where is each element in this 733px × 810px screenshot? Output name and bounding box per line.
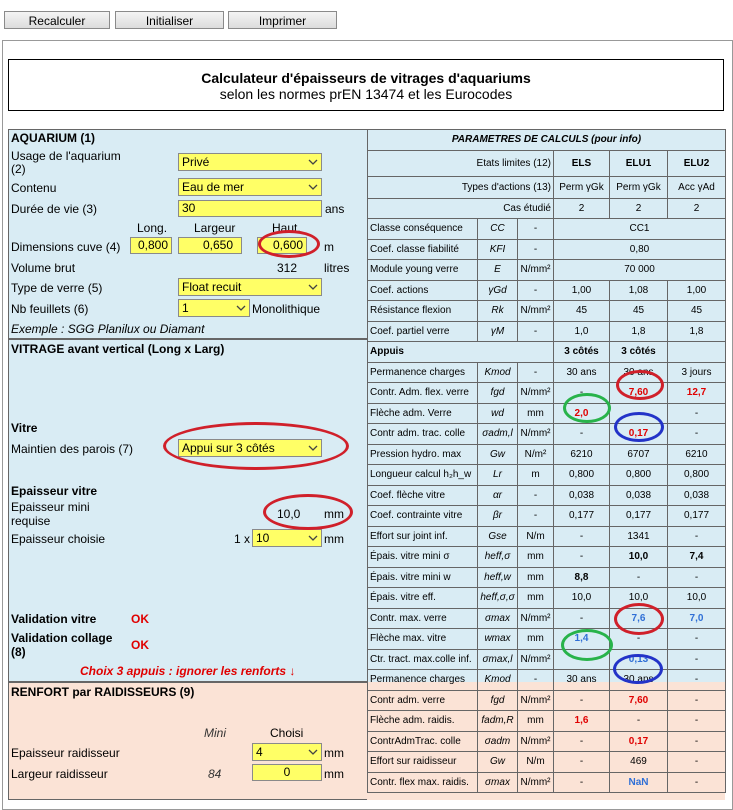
table-cell: -	[668, 670, 726, 691]
duree-label: Durée de vie (3)	[11, 202, 98, 216]
table-cell: ELS	[554, 150, 610, 176]
valid-collage-label-2: (8)	[11, 645, 26, 659]
table-row	[368, 198, 726, 219]
dim-long-input[interactable]: 0,800	[130, 237, 172, 254]
table-row	[368, 260, 726, 281]
table-cell: -	[518, 362, 554, 383]
table-cell	[668, 342, 726, 363]
table-cell: -	[554, 547, 610, 568]
table-cell: 7,4	[668, 547, 726, 568]
feuillets-label: Nb feuillets (6)	[11, 302, 89, 316]
col-larg: Largeur	[194, 221, 236, 235]
chevron-down-icon	[307, 181, 319, 193]
table-cell: 70 000	[554, 260, 726, 281]
table-cell: -	[668, 424, 726, 445]
contenu-value: Eau de mer	[182, 180, 245, 194]
table-cell: -	[554, 772, 610, 793]
table-cell: Effort sur raidisseur	[368, 752, 478, 773]
contenu-select[interactable]	[178, 178, 322, 196]
contenu-label: Contenu	[11, 181, 57, 195]
table-cell: N/mm²	[518, 608, 554, 629]
table-cell: σadm	[478, 731, 518, 752]
table-cell: Gw	[478, 444, 518, 465]
table-cell: heff,σ	[478, 547, 518, 568]
highlight-fleche-max-oval	[561, 629, 613, 661]
table-cell: 0,177	[554, 506, 610, 527]
table-cell: 6707	[610, 444, 668, 465]
highlight-height-oval	[258, 230, 320, 258]
table-cell: -	[554, 383, 610, 404]
table-cell: 10,0	[610, 547, 668, 568]
table-cell: 3 jours	[668, 362, 726, 383]
table-cell: 45	[668, 301, 726, 322]
dim-label: Dimensions cuve (4)	[11, 240, 121, 254]
col-haut: Haut.	[272, 221, 301, 235]
table-cell: heff,w	[478, 567, 518, 588]
table-cell: 1,0	[554, 321, 610, 342]
table-cell: Coef. actions	[368, 280, 478, 301]
table-cell: -	[668, 711, 726, 732]
ep-choisie-select[interactable]	[252, 529, 322, 547]
table-cell: N/mm²	[518, 260, 554, 281]
table-cell: Coef. contrainte vitre	[368, 506, 478, 527]
ep-choisie-mult: 1 x	[234, 532, 251, 546]
table-cell: 3 côtés	[610, 342, 668, 363]
highlight-maintien-oval	[163, 422, 349, 470]
col-choisi: Choisi	[270, 726, 304, 740]
usage-select[interactable]	[178, 153, 322, 171]
table-cell: Gw	[478, 752, 518, 773]
table-cell: σmax	[478, 772, 518, 793]
table-cell: 1,6	[554, 711, 610, 732]
larg-raid-unit: mm	[324, 767, 344, 781]
table-cell: Flèche adm. raidis.	[368, 711, 478, 732]
table-cell: Coef. flèche vitre	[368, 485, 478, 506]
params-table	[367, 129, 726, 793]
feuillets-text: Monolithique	[252, 302, 321, 316]
table-cell: -	[668, 649, 726, 670]
table-row	[368, 383, 726, 404]
renfort-section	[8, 682, 368, 800]
table-cell: Etats limites (12)	[368, 150, 554, 176]
table-row	[368, 485, 726, 506]
table-cell: -	[554, 526, 610, 547]
table-cell: -	[668, 772, 726, 793]
table-cell: Longueur calcul h₂h_w	[368, 465, 478, 486]
table-row	[368, 239, 726, 260]
ep-header: Epaisseur vitre	[11, 484, 98, 498]
table-cell: E	[478, 260, 518, 281]
dim-larg-input[interactable]: 0,650	[178, 237, 242, 254]
table-cell: ELU1	[610, 150, 668, 176]
table-cell: N/m	[518, 526, 554, 547]
volume-label: Volume brut	[11, 261, 76, 275]
table-cell: -	[518, 239, 554, 260]
table-cell: Coef. classe fiabilité	[368, 239, 478, 260]
dim-unit: m	[324, 240, 334, 254]
table-cell: N/mm²	[518, 649, 554, 670]
table-cell: 469	[610, 752, 668, 773]
chevron-down-icon	[307, 532, 319, 544]
highlight-fleche-adm-oval	[563, 393, 611, 423]
larg-raid-mini: 84	[208, 767, 222, 781]
table-cell: 30 ans	[610, 670, 668, 691]
table-cell: Classe conséquence	[368, 219, 478, 240]
table-cell: 10,0	[668, 588, 726, 609]
table-cell: 7,6	[610, 608, 668, 629]
table-cell: Contr adm. trac. colle	[368, 424, 478, 445]
feuillets-select[interactable]	[178, 299, 250, 317]
table-cell: heff,σ,σ	[478, 588, 518, 609]
col-long: Long.	[137, 221, 168, 235]
ep-raid-select[interactable]	[252, 743, 322, 761]
table-cell: Épais. vitre mini σ	[368, 547, 478, 568]
table-cell: Épais. vitre mini w	[368, 567, 478, 588]
table-cell: Acc γAd	[668, 176, 726, 198]
duree-input[interactable]: 30	[178, 200, 322, 217]
valid-vitre-label: Validation vitre	[11, 612, 97, 626]
table-cell: Flèche max. vitre	[368, 629, 478, 650]
table-cell: Rk	[478, 301, 518, 322]
table-cell: mm	[518, 567, 554, 588]
table-row	[368, 219, 726, 240]
table-cell: Types d'actions (13)	[368, 176, 554, 198]
table-cell: -	[668, 526, 726, 547]
table-cell: N/mm²	[518, 731, 554, 752]
table-cell: 30 ans	[554, 670, 610, 691]
table-cell: -	[668, 403, 726, 424]
table-cell: 2	[554, 198, 610, 219]
dim-haut-input[interactable]: 0,600	[257, 237, 307, 254]
table-cell: KFI	[478, 239, 518, 260]
table-cell: 0,177	[668, 506, 726, 527]
table-cell: CC1	[554, 219, 726, 240]
table-row	[368, 130, 726, 151]
table-cell: -	[518, 280, 554, 301]
usage-value: Privé	[182, 155, 210, 169]
table-cell: Appuis	[368, 342, 554, 363]
table-cell: 1,8	[610, 321, 668, 342]
table-cell: σmax,l	[478, 649, 518, 670]
verre-select[interactable]	[178, 278, 322, 296]
vitrage-header: VITRAGE avant vertical (Long x Larg)	[11, 342, 225, 356]
ep-mini-unit: mm	[324, 507, 344, 521]
col-mini: Mini	[204, 726, 227, 740]
table-cell: 1,8	[668, 321, 726, 342]
table-cell: -	[610, 711, 668, 732]
table-cell: N/mm²	[518, 424, 554, 445]
table-row	[368, 731, 726, 752]
table-cell: 0,17	[610, 731, 668, 752]
table-cell: Épais. vitre eff.	[368, 588, 478, 609]
table-cell: N/mm²	[518, 301, 554, 322]
table-cell: N/m	[518, 752, 554, 773]
table-cell: -	[668, 567, 726, 588]
volume-unit: litres	[324, 261, 350, 275]
valid-vitre-value: OK	[131, 612, 149, 626]
table-cell: NaN	[610, 772, 668, 793]
table-cell: Coef. partiel verre	[368, 321, 478, 342]
highlight-colle-adm-oval	[614, 412, 664, 442]
ep-choisie-value: 10	[256, 531, 270, 545]
table-row	[368, 567, 726, 588]
table-cell: Permanence charges	[368, 362, 478, 383]
table-cell: Ctr. tract. max.colle inf.	[368, 649, 478, 670]
table-cell: 45	[610, 301, 668, 322]
valid-collage-value: OK	[131, 638, 149, 652]
table-cell: mm	[518, 403, 554, 424]
page-subtitle: selon les normes prEN 13474 et les Eurocodes	[219, 86, 513, 102]
table-row	[368, 465, 726, 486]
table-cell: Cas étudié	[368, 198, 554, 219]
table-cell: 0,800	[668, 465, 726, 486]
table-cell: 7,60	[610, 383, 668, 404]
table-cell: Lr	[478, 465, 518, 486]
initialize-button[interactable]: Initialiser	[115, 11, 224, 29]
recalculate-button[interactable]: Recalculer	[4, 11, 110, 29]
duree-unit: ans	[325, 202, 345, 216]
renfort-header: RENFORT par RAIDISSEURS (9)	[11, 685, 195, 699]
table-cell: -	[518, 321, 554, 342]
table-cell: αr	[478, 485, 518, 506]
table-cell: Contr. max. verre	[368, 608, 478, 629]
table-cell: -	[518, 485, 554, 506]
table-row	[368, 506, 726, 527]
table-cell: -	[554, 649, 610, 670]
table-cell: N/mm²	[518, 772, 554, 793]
table-cell: 7,60	[610, 690, 668, 711]
table-cell: -	[554, 608, 610, 629]
table-cell: 10,0	[610, 588, 668, 609]
ep-raid-unit: mm	[324, 746, 344, 760]
print-button[interactable]: Imprimer	[228, 11, 337, 29]
table-row	[368, 176, 726, 198]
table-cell: βr	[478, 506, 518, 527]
table-cell: 0,038	[554, 485, 610, 506]
table-cell: σadm,l	[478, 424, 518, 445]
table-cell: wmax	[478, 629, 518, 650]
table-cell: 30 ans	[610, 362, 668, 383]
table-row	[368, 752, 726, 773]
ep-choisie-label: Epaisseur choisie	[11, 532, 106, 546]
table-cell: 0,800	[554, 465, 610, 486]
maintien-label: Maintien des parois (7)	[11, 442, 134, 456]
aquarium-header: AQUARIUM (1)	[11, 131, 95, 145]
larg-raid-label: Largeur raidisseur	[11, 767, 108, 781]
table-cell: Contr. flex max. raidis.	[368, 772, 478, 793]
highlight-colle-max-oval	[613, 654, 663, 684]
chevron-down-icon	[307, 281, 319, 293]
table-cell: Contr adm. verre	[368, 690, 478, 711]
ep-mini-value: 10,0	[277, 507, 301, 521]
table-cell: Perm γGk	[554, 176, 610, 198]
verre-value: Float recuit	[182, 280, 242, 294]
table-cell: 1,08	[610, 280, 668, 301]
table-cell: N/m²	[518, 444, 554, 465]
table-row	[368, 342, 726, 363]
table-cell: 2	[668, 198, 726, 219]
table-cell: -	[554, 731, 610, 752]
table-cell: 1341	[610, 526, 668, 547]
larg-raid-input[interactable]: 0	[252, 764, 322, 781]
table-cell: 8,8	[554, 567, 610, 588]
table-row	[368, 690, 726, 711]
table-cell: Perm γGk	[610, 176, 668, 198]
table-cell: -	[668, 731, 726, 752]
table-row	[368, 150, 726, 176]
table-cell: -	[610, 403, 668, 424]
table-cell: 1,00	[554, 280, 610, 301]
table-cell: 45	[554, 301, 610, 322]
table-row	[368, 772, 726, 793]
table-cell: 6210	[668, 444, 726, 465]
table-cell: -	[610, 567, 668, 588]
table-cell: 1,00	[668, 280, 726, 301]
table-cell: CC	[478, 219, 518, 240]
table-row	[368, 588, 726, 609]
table-cell: 12,7	[668, 383, 726, 404]
table-cell: -	[554, 690, 610, 711]
table-row	[368, 711, 726, 732]
table-cell: -	[668, 690, 726, 711]
title-box	[8, 59, 724, 111]
table-cell: 0,17	[610, 424, 668, 445]
table-row	[368, 403, 726, 424]
table-cell: 10,0	[554, 588, 610, 609]
table-cell: -	[610, 629, 668, 650]
table-cell: 0,800	[610, 465, 668, 486]
table-cell: Kmod	[478, 362, 518, 383]
chevron-down-icon	[307, 746, 319, 758]
highlight-contr-max-oval	[614, 603, 664, 635]
ep-choisie-unit: mm	[324, 532, 344, 546]
verre-label: Type de verre (5)	[11, 281, 103, 295]
usage-label: Usage de l'aquarium (2)	[11, 149, 121, 176]
table-cell: 0,177	[610, 506, 668, 527]
chevron-down-icon	[307, 156, 319, 168]
table-cell: mm	[518, 547, 554, 568]
table-cell: Module young verre	[368, 260, 478, 281]
maintien-value: Appui sur 3 côtés	[182, 441, 275, 455]
table-cell: 30 ans	[554, 362, 610, 383]
table-row	[368, 547, 726, 568]
table-cell: Flèche adm. Verre	[368, 403, 478, 424]
table-cell: 2	[610, 198, 668, 219]
table-cell: Effort sur joint inf.	[368, 526, 478, 547]
table-cell: PARAMETRES DE CALCULS (pour info)	[368, 130, 726, 151]
table-cell: ELU2	[668, 150, 726, 176]
table-cell: -	[554, 752, 610, 773]
page-title: Calculateur d'épaisseurs de vitrages d'aquariums	[201, 70, 531, 86]
table-cell: 6210	[554, 444, 610, 465]
table-row	[368, 670, 726, 691]
table-row	[368, 649, 726, 670]
table-cell: -	[668, 752, 726, 773]
choix-note: Choix 3 appuis : ignorer les renforts ↓	[80, 664, 296, 678]
table-cell: fgd	[478, 690, 518, 711]
vitre-label: Vitre	[11, 421, 38, 435]
table-cell: mm	[518, 629, 554, 650]
table-cell: mm	[518, 588, 554, 609]
table-cell: fgd	[478, 383, 518, 404]
table-cell: fadm,R	[478, 711, 518, 732]
feuillets-value: 1	[182, 301, 189, 315]
table-row	[368, 362, 726, 383]
table-cell: σmax	[478, 608, 518, 629]
table-cell: Gse	[478, 526, 518, 547]
table-cell: 1,4	[554, 629, 610, 650]
table-cell: 0,13	[610, 649, 668, 670]
table-cell: ContrAdmTrac. colle	[368, 731, 478, 752]
table-cell: Résistance flexion	[368, 301, 478, 322]
valid-collage-label: Validation collage	[11, 631, 113, 645]
table-row	[368, 444, 726, 465]
table-cell: Contr. Adm. flex. verre	[368, 383, 478, 404]
table-row	[368, 321, 726, 342]
ep-raid-label: Epaisseur raidisseur	[11, 746, 120, 760]
table-cell: Pression hydro. max	[368, 444, 478, 465]
table-cell: -	[554, 424, 610, 445]
table-row	[368, 301, 726, 322]
table-cell: -	[518, 506, 554, 527]
ep-raid-value: 4	[256, 745, 263, 759]
table-cell: γM	[478, 321, 518, 342]
ep-mini-label-2: requise	[11, 514, 51, 528]
table-cell: 2,0	[554, 403, 610, 424]
table-row	[368, 608, 726, 629]
table-cell: -	[518, 219, 554, 240]
table-cell: Permanence charges	[368, 670, 478, 691]
table-cell: -	[518, 670, 554, 691]
table-row	[368, 526, 726, 547]
highlight-ep-mini-oval	[263, 494, 353, 530]
chevron-down-icon	[235, 302, 247, 314]
table-cell: γGd	[478, 280, 518, 301]
table-row	[368, 629, 726, 650]
highlight-contr-adm-oval	[616, 370, 664, 400]
table-cell: mm	[518, 711, 554, 732]
table-cell: 3 côtés	[554, 342, 610, 363]
table-cell: 0,038	[610, 485, 668, 506]
table-cell: wd	[478, 403, 518, 424]
table-cell: N/mm²	[518, 383, 554, 404]
volume-value: 312	[277, 261, 298, 275]
table-cell: Kmod	[478, 670, 518, 691]
example-text: Exemple : SGG Planilux ou Diamant	[11, 322, 205, 336]
table-cell: N/mm²	[518, 690, 554, 711]
table-cell: 7,0	[668, 608, 726, 629]
table-row	[368, 424, 726, 445]
table-row	[368, 280, 726, 301]
table-cell: 0,038	[668, 485, 726, 506]
table-cell: m	[518, 465, 554, 486]
table-cell: -	[668, 629, 726, 650]
ep-mini-label: Epaisseur mini	[11, 500, 90, 514]
table-cell: 0,80	[554, 239, 726, 260]
